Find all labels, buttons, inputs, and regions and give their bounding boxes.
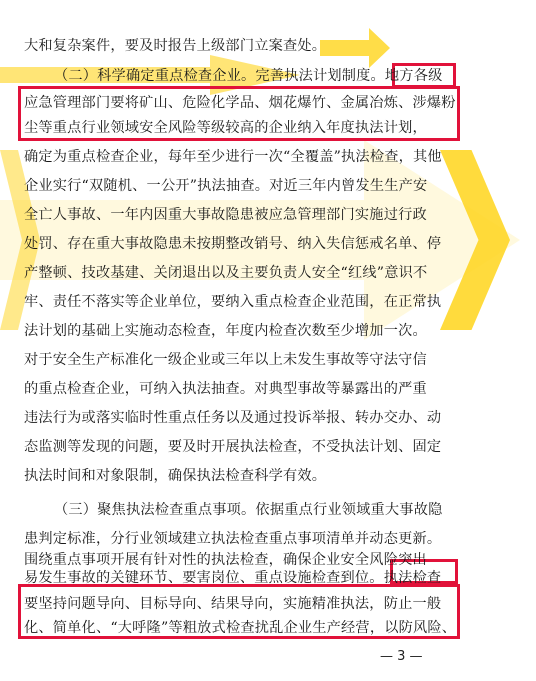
text-line: 要坚持问题导向、目标导向、结果导向，实施精准执法，防止一般 bbox=[24, 596, 442, 612]
text-line: 确定为重点检查企业，每年至少进行一次“全覆盖”执法检查，其他 bbox=[24, 149, 442, 165]
text-line: （二）科学确定重点检查企业。完善执法计划制度。地方各级 bbox=[54, 68, 443, 84]
text-line: 全亡人事故、一年内因重大事故隐患被应急管理部门实施过行政 bbox=[24, 207, 427, 223]
text-line: （三）聚焦执法检查重点事项。依据重点行业领域重大事故隐 bbox=[54, 502, 443, 518]
text-line: 对于安全生产标准化一级企业或三年以上未发生事故等守法守信 bbox=[24, 352, 427, 368]
page-number: — 3 — bbox=[380, 649, 423, 664]
text-line: 患判定标准，分行业领域建立执法检查重点事项清单并动态更新。 bbox=[24, 531, 442, 547]
text-line: 的重点检查企业，可纳入执法抽查。对典型事故等暴露出的严重 bbox=[24, 381, 427, 397]
text-line: 应急管理部门要将矿山、危险化学品、烟花爆竹、金属冶炼、涉爆粉 bbox=[24, 95, 456, 111]
text-line: 产整顿、技改基建、关闭退出以及主要负责人安全“红线”意识不 bbox=[24, 265, 428, 281]
text-line: 企业实行“双随机、一公开”执法抽查。对近三年内曾发生生产安 bbox=[24, 178, 428, 194]
text-line: 处罚、存在重大事故隐患未按期整改销号、纳入失信惩戒名单、停 bbox=[24, 236, 442, 252]
highlight-arrow bbox=[320, 28, 390, 68]
text-line: 牢、责任不落实等企业单位，要纳入重点检查企业范围，在正常执 bbox=[24, 294, 442, 310]
text-line: 法计划的基础上实施动态检查，年度内检查次数至少增加一次。 bbox=[24, 323, 427, 339]
text-line: 执法时间和对象限制，确保执法检查科学有效。 bbox=[24, 468, 327, 484]
text-line: 态监测等发现的问题，要及时开展执法检查，不受执法计划、固定 bbox=[24, 439, 442, 455]
text-line: 围绕重点事项开展有针对性的执法检查，确保企业安全风险突出 bbox=[24, 552, 427, 568]
text-line: 尘等重点行业领域安全风险等级较高的企业纳入年度执法计划， bbox=[24, 120, 427, 136]
text-line: 大和复杂案件，要及时报告上级部门立案查处。 bbox=[24, 38, 327, 54]
text-line: 违法行为或落实临时性重点任务以及通过投诉举报、转办交办、动 bbox=[24, 410, 442, 426]
text-line: 易发生事故的关键环节、要害岗位、重点设施检查到位。执法检查 bbox=[24, 570, 442, 586]
text-line: 化、简单化、“大呼隆”等粗放式检查扰乱企业生产经营，以防风险、 bbox=[24, 620, 457, 636]
